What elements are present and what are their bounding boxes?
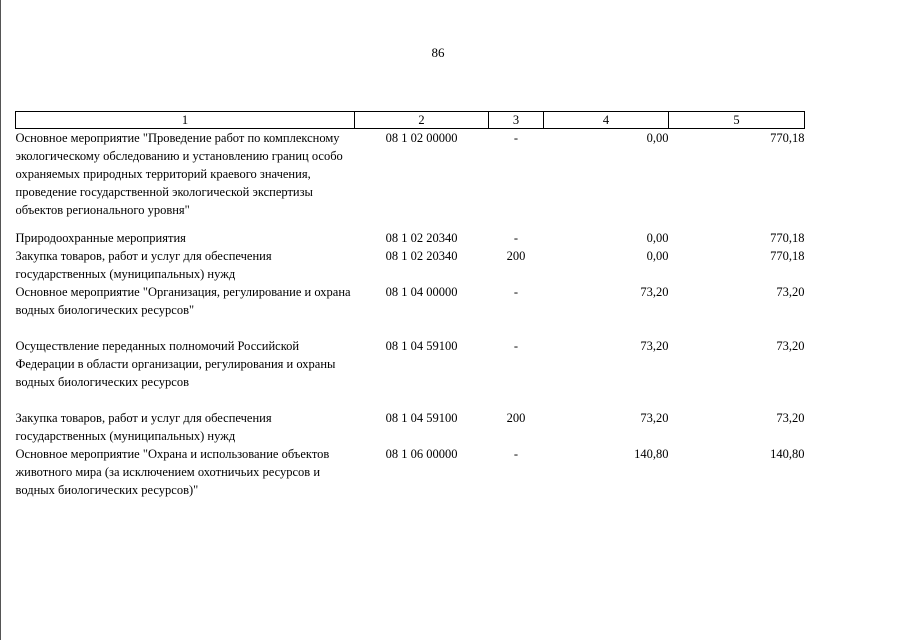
row-col4: 73,20 [640,411,669,425]
header-col-1: 1 [16,112,355,129]
table-row [16,129,805,230]
page-left-edge [0,0,1,640]
row-type: - [513,339,519,353]
page-number: 86 [431,45,445,60]
table-row [16,445,805,499]
header-col-2: 2 [355,112,489,129]
row-col5: 140,80 [770,447,805,461]
row-col5: 770,18 [770,231,805,245]
row-code: 08 1 06 00000 [385,447,458,461]
row-type: 200 [506,249,526,263]
row-name: Основное мероприятие "Организация, регулирование и охрана водных биологических ресурсов" [15,285,351,317]
row-code: 08 1 04 59100 [385,411,458,425]
row-type: 200 [506,411,526,425]
row-col4: 73,20 [640,285,669,299]
row-name: Осуществление переданных полномочий Российской Федерации в области организации, регулирования и охраны водных биологических ресурсов [15,339,336,389]
row-col5: 73,20 [776,339,805,353]
row-name: Закупка товаров, работ и услуг для обеспечения государственных (муниципальных) нужд [15,411,272,443]
table-row [16,409,805,445]
table-row [16,229,805,247]
row-code: 08 1 04 59100 [385,339,458,353]
row-col5: 73,20 [776,285,805,299]
row-name: Природоохранные мероприятия [15,231,186,245]
row-col4: 73,20 [640,339,669,353]
row-col4: 140,80 [634,447,669,461]
row-col5: 73,20 [776,411,805,425]
table-body [16,129,805,500]
row-col5: 770,18 [770,249,805,263]
row-type: - [513,131,519,145]
table-row [16,337,805,409]
row-name: Закупка товаров, работ и услуг для обеспечения государственных (муниципальных) нужд [15,249,272,281]
row-col4: 0,00 [646,249,669,263]
row-col4: 0,00 [646,131,669,145]
table-header [16,112,805,129]
row-code: 08 1 02 20340 [385,231,458,245]
row-code: 08 1 02 20340 [385,249,458,263]
row-name: Основное мероприятие "Охрана и использование объектов животного мира (за исключением охотничьих ресурсов и водных биологических ресурсов)" [15,447,330,497]
row-col4: 0,00 [646,231,669,245]
row-type: - [513,231,519,245]
budget-table [15,111,805,499]
row-code: 08 1 04 00000 [385,285,458,299]
table-row [16,247,805,283]
header-col-5: 5 [669,112,805,129]
row-col5: 770,18 [770,131,805,145]
table-row [16,283,805,337]
row-code: 08 1 02 00000 [385,131,458,145]
row-name: Основное мероприятие "Проведение работ по комплексному экологическому обследованию и установлению границ особо охраняемых природных территорий краевого значения, проведение государственной экологической экспертизы объектов регионального уровня" [15,131,343,217]
row-type: - [513,447,519,461]
header-col-4: 4 [544,112,669,129]
row-type: - [513,285,519,299]
header-row [16,112,805,129]
header-col-3: 3 [489,112,544,129]
